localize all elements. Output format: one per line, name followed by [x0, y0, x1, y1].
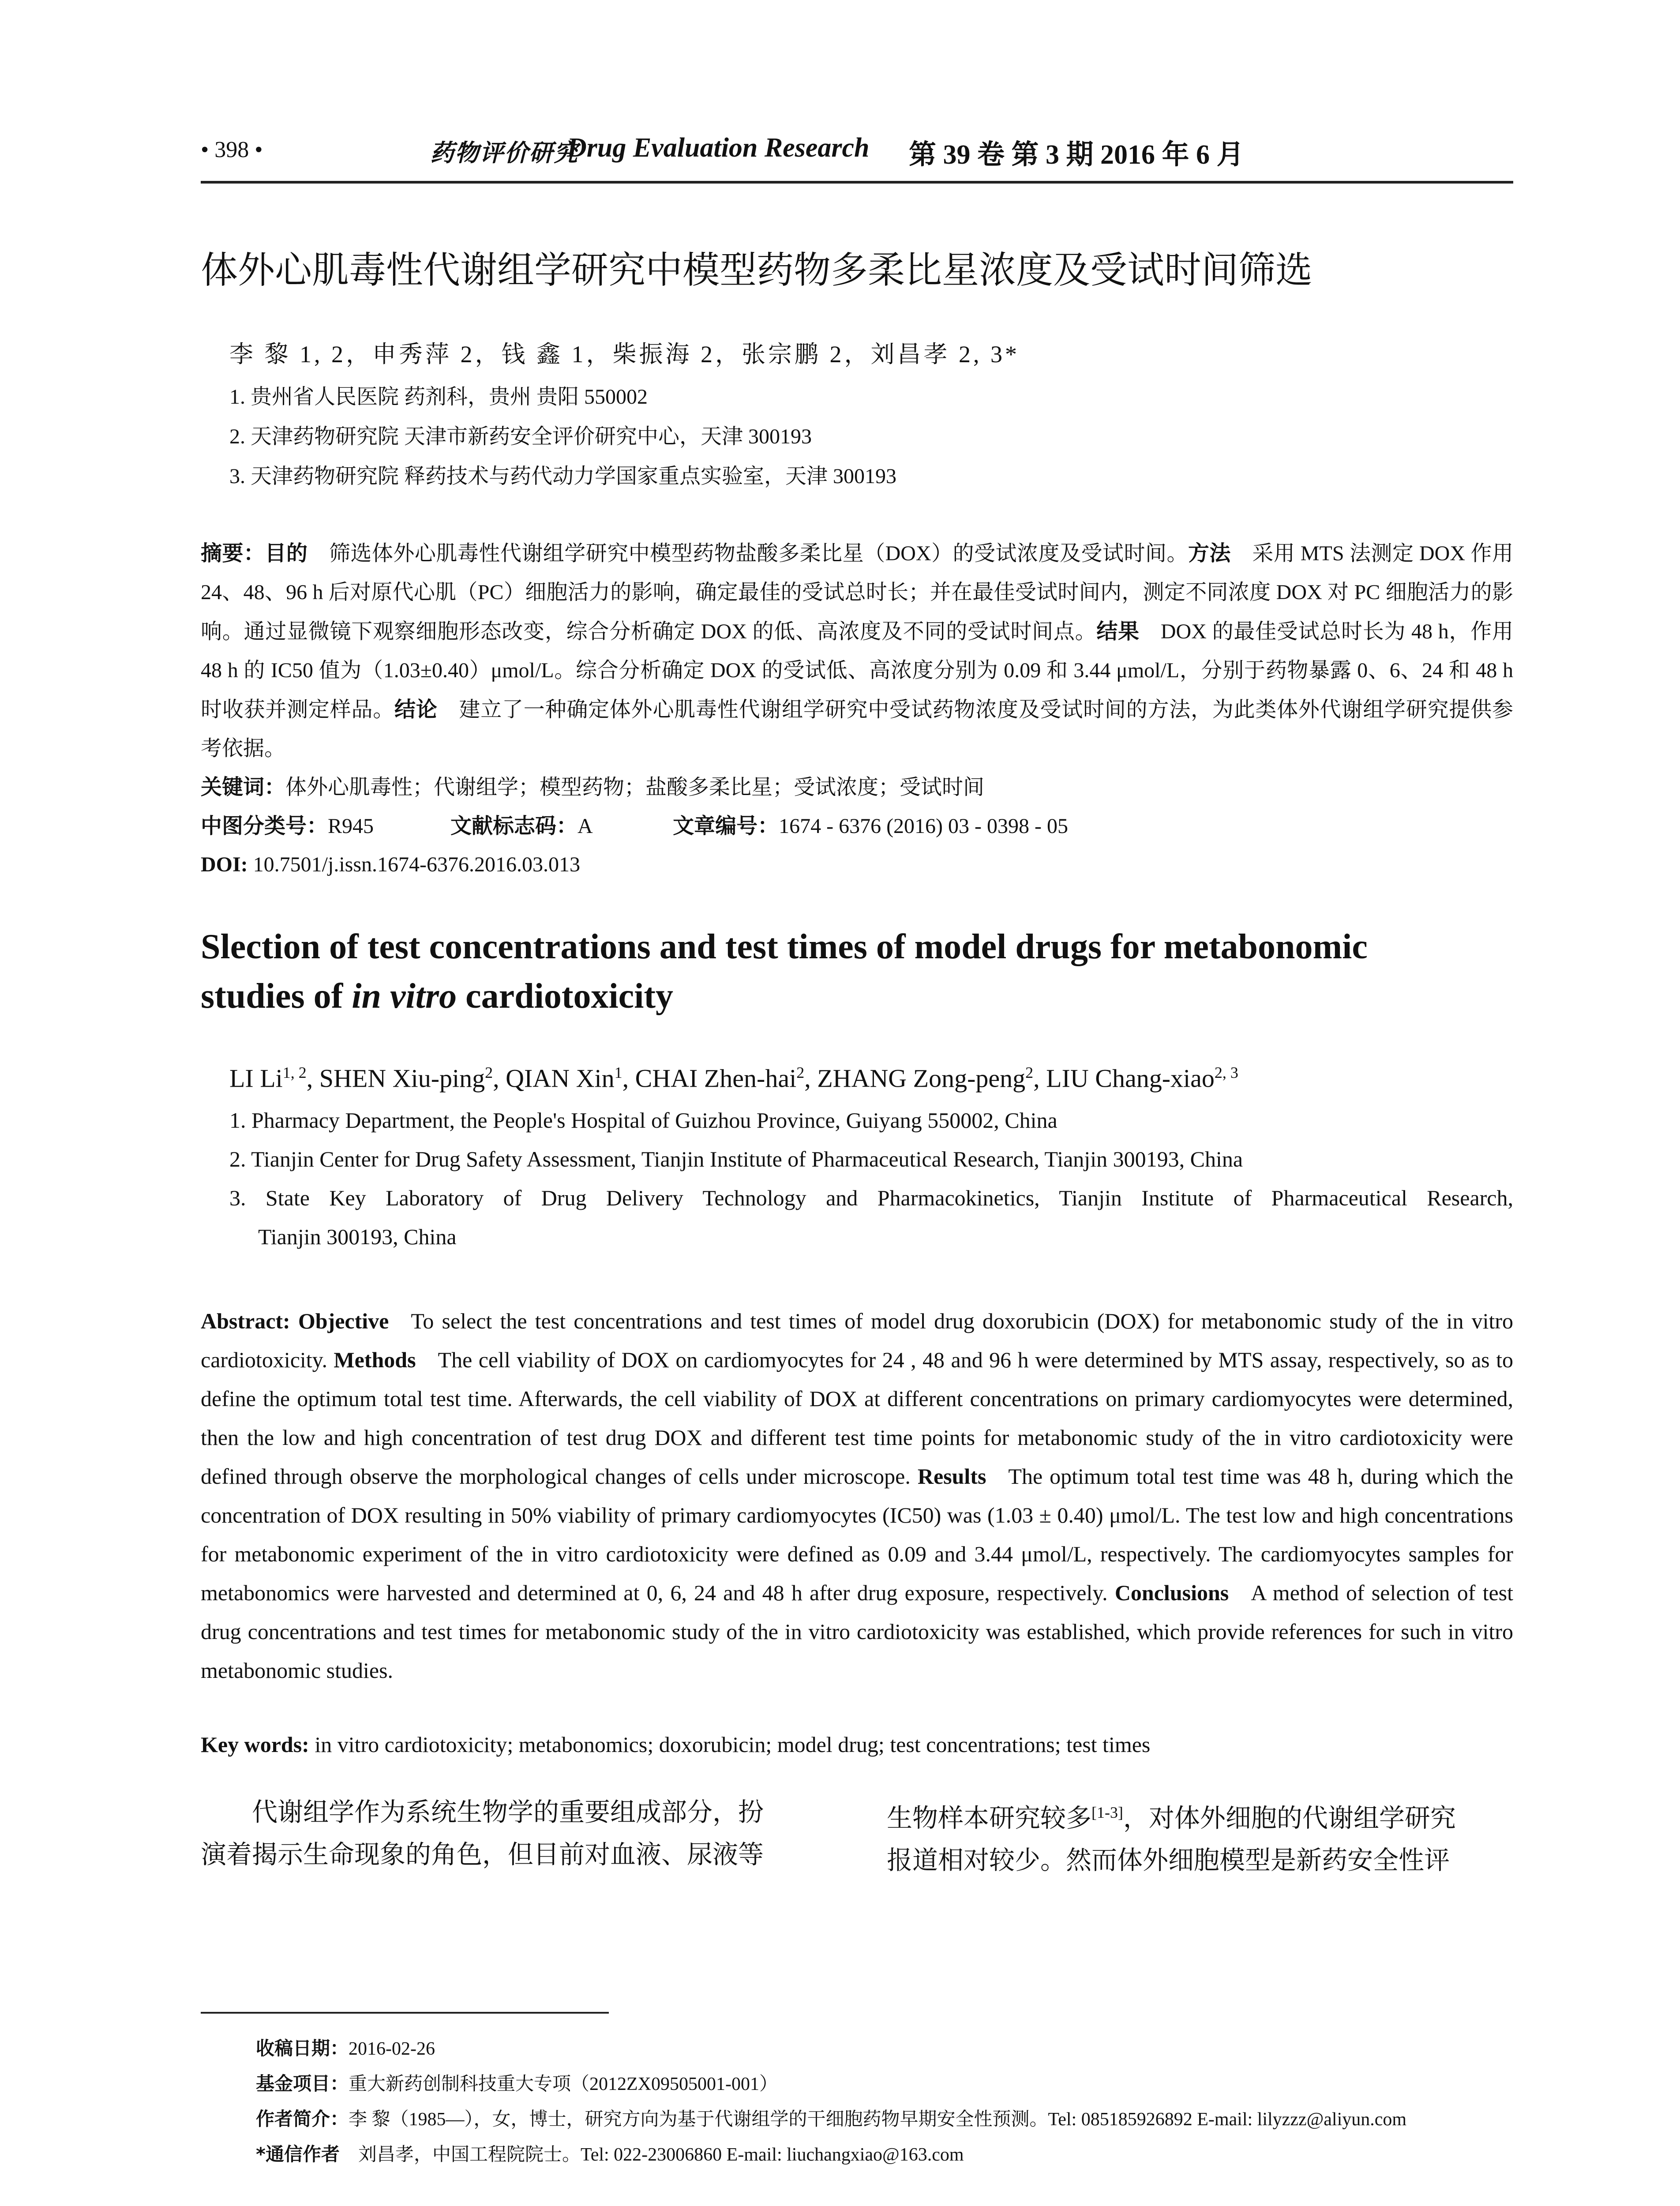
- affiliation-cn-3: 3. 天津药物研究院 释药技术与药代动力学国家重点实验室，天津 300193: [229, 465, 897, 488]
- title-en: [201, 922, 1513, 1021]
- title-en-italic: in vitro: [352, 977, 457, 1016]
- corr-label: *通信作者: [256, 2143, 340, 2165]
- keywords-en-text: in vitro cardiotoxicity; metabonomics; doxorubicin; model drug; test concentrations; test times: [315, 1732, 1151, 1757]
- author-en-affiliation-mark: 2, 3: [1214, 1064, 1238, 1081]
- footnote-fund: [256, 2069, 778, 2096]
- author-en-affiliation-mark: 1: [614, 1064, 622, 1081]
- methods-en-label: Methods: [334, 1347, 416, 1372]
- doi-line: [201, 845, 1513, 884]
- corr-text: 刘昌孝，中国工程院院士。Tel: 022-23006860 E-mail: liuchangxiao@163.com: [358, 2145, 964, 2165]
- fund-text: 重大新药创制科技重大专项（2012ZX09505001-001）: [349, 2074, 778, 2094]
- body-left-line1: 代谢组学作为系统生物学的重要组成部分，扮: [252, 1798, 764, 1827]
- page-number: • 398 •: [201, 137, 263, 162]
- author-en-name: LI Li: [229, 1064, 283, 1093]
- affiliation-cn-2: 2. 天津药物研究院 天津市新药安全评价研究中心，天津 300193: [229, 425, 812, 448]
- received-date: 2016-02-26: [349, 2039, 435, 2059]
- clc-value: R945: [328, 814, 374, 838]
- objective-en-label: Objective: [298, 1309, 389, 1333]
- bio-label: 作者简介：: [256, 2108, 349, 2130]
- conclusions-cn-label: 结论: [394, 697, 438, 722]
- author-en-name: CHAI Zhen-hai: [635, 1064, 797, 1093]
- results-en: The optimum total test time was 48 h, during which the concentration of DOX resulting in 50% viability of primary cardiomyocytes (IC50) was (1.03 ± 0.40) μmol/L. The test low and high concentrations for metabonomic experiment of the in vitro cardiotoxicity were defined as 0.09 and 3.44 μmol/L, respectively. The cardiomyocytes samples for metabonomics were harvested and determined at 0, 6, 24 and 48 h after drug exposure, respectively.: [201, 1464, 1514, 1605]
- body-text: 生物样本研究较多: [887, 1804, 1092, 1833]
- footnote-bio: [256, 2105, 1406, 2131]
- doc-code-value: A: [578, 814, 592, 838]
- methods-cn: 采用 MTS 法测定 DOX 作用 24、48、96 h 后对原代心肌（PC）细胞活力的影响，确定最佳的受试总时长；并在最佳受试时间内，测定不同浓度 DOX 对 PC 细胞活力的影响。通过显微镜下观察细胞形态改变，综合分析确定 DOX 的低、高浓度及不同的受试时间点。: [201, 542, 1513, 643]
- journal-name: Drug Evaluation Research: [567, 133, 870, 163]
- received-label: 收稿日期：: [256, 2037, 349, 2059]
- body-left-line2: 演着揭示生命现象的角色，但目前对血液、尿液等: [201, 1840, 764, 1869]
- affiliation-en-3-cont: Tianjin 300193, China: [258, 1224, 457, 1249]
- abstract-cn: [201, 534, 1513, 768]
- doi-value[interactable]: 10.7501/j.issn.1674-6376.2016.03.013: [253, 853, 581, 876]
- body-right-line2: 报道相对较少。然而体外细胞模型是新药安全性评: [887, 1846, 1450, 1875]
- keywords-cn: [201, 768, 1513, 807]
- doc-code-label: 文献标志码：: [450, 814, 578, 838]
- results-en-label: Results: [917, 1464, 986, 1489]
- keywords-en: [201, 1725, 1513, 1764]
- methods-cn-label: 方法: [1188, 541, 1231, 566]
- clc-label: 中图分类号：: [201, 814, 328, 838]
- doi-label: DOI:: [201, 853, 248, 876]
- authors-en: LI Li$^{1, 2}$, SHEN Xiu-ping$^2$, QIAN Xin$^1$, CHAI Zhen-hai$^2$, ZHANG Zong-peng$^2$, LIU Chang-xiao$^{2, 3}$: [229, 1064, 1238, 1093]
- author-en-affiliation-mark: 2: [796, 1064, 805, 1081]
- footnote-received: [256, 2034, 435, 2060]
- body-text: ，对体外细胞的代谢组学研究: [1123, 1804, 1456, 1833]
- author-en-name: ZHANG Zong-peng: [817, 1064, 1026, 1093]
- affiliation-en-1: 1. Pharmacy Department, the People's Hospital of Guizhou Province, Guiyang 550002, China: [229, 1108, 1058, 1133]
- methods-en: The cell viability of DOX on cardiomyocytes for 24 , 48 and 96 h were determined by MTS assay, respectively, so as to define the optimum total test time. Afterwards, the cell viability of DOX at different concentrations on primary cardiomyocytes were determined, then the low and high concentration of test drug DOX and different test time points for metabonomic study of the in vitro cardiotoxicity were defined through observe the morphological changes of cells under microscope.: [201, 1347, 1513, 1489]
- author-en-affiliation-mark: 2: [485, 1064, 493, 1081]
- abstract-cn-label: 摘要：: [201, 541, 265, 566]
- author-en-name: LIU Chang-xiao: [1046, 1064, 1215, 1093]
- body-column-left: [201, 1791, 827, 1876]
- results-cn-label: 结果: [1096, 619, 1140, 644]
- bio-text: 李 黎（1985—），女，博士，研究方向为基于代谢组学的干细胞药物早期安全性预测。Tel: 085185926892 E-mail: lilyzzz@aliyun.com: [349, 2109, 1407, 2130]
- footnote-corresponding: [256, 2140, 964, 2166]
- conclusions-cn: 建立了一种确定体外心肌毒性代谢组学研究中受试药物浓度及受试时间的方法，为此类体外代谢组学研究提供参考依据。: [201, 698, 1513, 760]
- authors-cn: 李 黎 1, 2，申秀萍 2，钱 鑫 1，柴振海 2，张宗鹏 2，刘昌孝 2, 3*: [229, 341, 1020, 368]
- affiliation-en-2: 2. Tianjin Center for Drug Safety Assessment, Tianjin Institute of Pharmaceutical Research, Tianjin 300193, China: [229, 1147, 1243, 1171]
- keywords-en-label: Key words:: [201, 1732, 309, 1757]
- results-cn: DOX 的最佳受试总时长为 48 h，作用 48 h 的 IC50 值为（1.03±0.40）μmol/L。综合分析确定 DOX 的受试低、高浓度分别为 0.09 和 3.44 μmol/L，分别于药物暴露 0、6、24 和 48 h 时收获并测定样品。: [201, 620, 1513, 721]
- issue-info: 第 39 卷 第 3 期 2016 年 6 月: [909, 140, 1244, 170]
- affiliation-en-3: 3. State Key Laboratory of Drug Delivery Technology and Pharmacokinetics, Tianjin Institute of Pharmaceutical Research,: [229, 1186, 1513, 1210]
- fund-label: 基金项目：: [256, 2073, 349, 2094]
- affiliation-cn-1: 1. 贵州省人民医院 药剂科，贵州 贵阳 550002: [229, 385, 648, 409]
- author-en-name: QIAN Xin: [506, 1064, 615, 1093]
- objective-cn: 筛选体外心肌毒性代谢组学研究中模型药物盐酸多柔比星（DOX）的受试浓度及受试时间。: [329, 542, 1188, 565]
- title-en-part: cardiotoxicity: [457, 977, 674, 1016]
- title-en-line1: Slection of test concentrations and test times of model drugs for metabonomic: [201, 927, 1368, 966]
- classification-line: [201, 807, 1513, 846]
- citation-ref[interactable]: [1-3]: [1091, 1804, 1123, 1821]
- keywords-cn-text: 体外心肌毒性；代谢组学；模型药物；盐酸多柔比星；受试浓度；受试时间: [285, 776, 985, 799]
- body-column-right: [887, 1791, 1513, 1882]
- running-header: [201, 132, 1513, 184]
- conclusions-en: A method of selection of test drug concentrations and test times for metabonomic study of the in vitro cardiotoxicity was established, which provide references for such in vitro metabonomic studies.: [201, 1580, 1513, 1683]
- title-en-line2: [201, 972, 1513, 1021]
- author-en-affiliation-mark: 1, 2: [282, 1064, 307, 1081]
- keywords-cn-label: 关键词：: [201, 775, 286, 799]
- body-right-line1: [887, 1791, 1513, 1839]
- footnote-divider: [201, 2012, 609, 2014]
- title-cn: 体外心肌毒性代谢组学研究中模型药物多柔比星浓度及受试时间筛选: [201, 248, 1313, 292]
- conclusions-en-label: Conclusions: [1114, 1580, 1229, 1605]
- journal-logo: 药物评价研究: [430, 140, 578, 166]
- article-no-value: 1674 - 6376 (2016) 03 - 0398 - 05: [779, 814, 1068, 838]
- article-no-label: 文章编号：: [673, 814, 779, 838]
- objective-en: To select the test concentrations and test times of model drug doxorubicin (DOX) for metabonomic study of the in vitro cardiotoxicity.: [201, 1309, 1514, 1372]
- author-en-affiliation-mark: 2: [1025, 1064, 1034, 1081]
- author-en-name: SHEN Xiu-ping: [319, 1064, 485, 1093]
- abstract-en: [201, 1302, 1513, 1690]
- abstract-en-label: Abstract:: [201, 1309, 290, 1333]
- objective-cn-label: 目的: [265, 541, 308, 566]
- title-en-part: studies of: [201, 977, 352, 1016]
